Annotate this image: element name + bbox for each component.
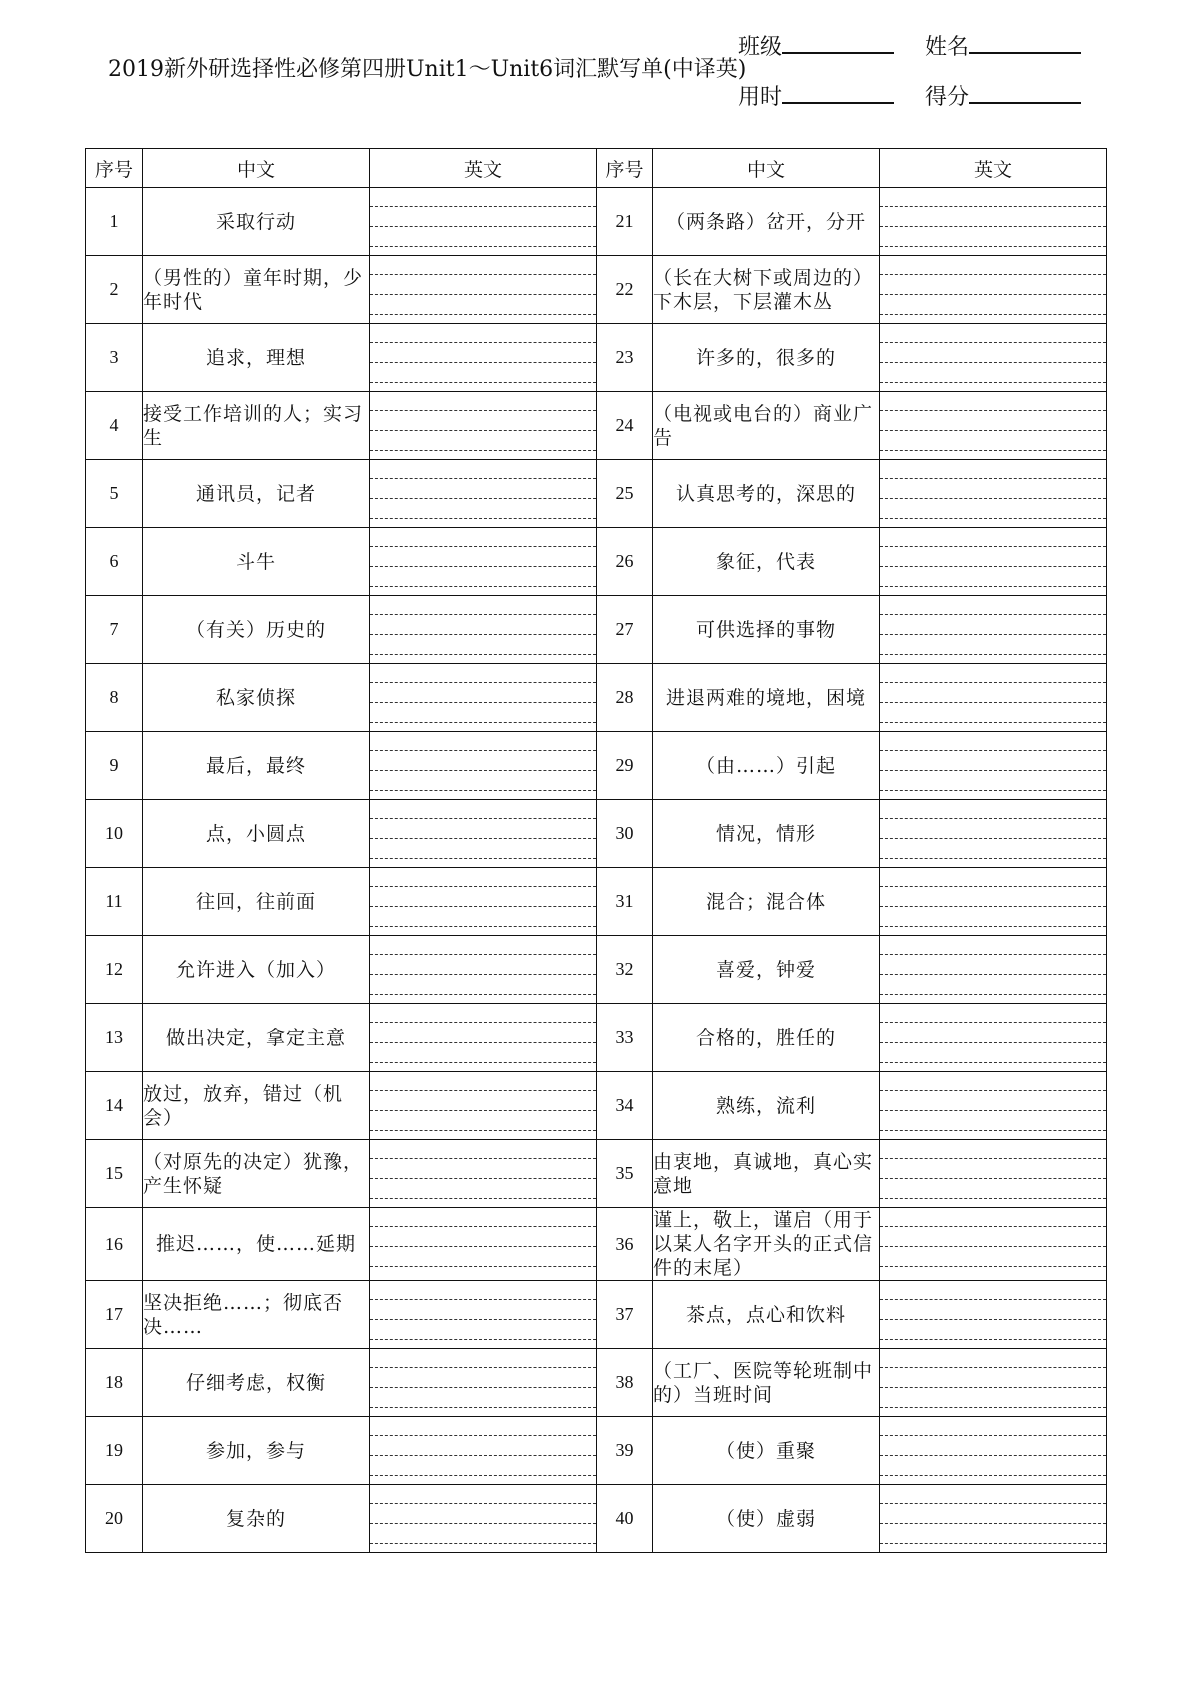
vocab-table <box>85 148 1107 1553</box>
answer-line <box>880 722 1106 723</box>
table-row <box>86 392 1107 460</box>
chinese-term: （工厂、医院等轮班制中的）当班时间 <box>653 1349 880 1417</box>
header-number: 序号 <box>86 149 143 188</box>
answer-line <box>370 654 596 655</box>
answer-line <box>880 362 1106 363</box>
answer-line <box>880 750 1106 751</box>
chinese-term: 谨上，敬上，谨启（用于以某人名字开头的正式信件的末尾） <box>653 1208 880 1281</box>
answer-line <box>370 498 596 499</box>
answer-line <box>880 906 1106 907</box>
item-number: 17 <box>86 1281 143 1349</box>
answer-line <box>880 226 1106 227</box>
english-answer-cell[interactable] <box>880 528 1107 596</box>
table-row <box>86 188 1107 256</box>
english-answer-cell[interactable] <box>880 1349 1107 1417</box>
item-number: 36 <box>597 1208 653 1281</box>
answer-line <box>370 294 596 295</box>
table-row <box>86 324 1107 392</box>
answer-line <box>370 926 596 927</box>
item-number: 35 <box>597 1140 653 1208</box>
chinese-term: 情况，情形 <box>653 800 880 868</box>
answer-line <box>880 1110 1106 1111</box>
answer-line <box>370 1022 596 1023</box>
answer-line <box>880 450 1106 451</box>
chinese-term: 允许进入（加入） <box>143 936 370 1004</box>
answer-line <box>370 382 596 383</box>
item-number: 27 <box>597 596 653 664</box>
english-answer-cell[interactable] <box>370 528 597 596</box>
item-number: 18 <box>86 1349 143 1417</box>
answer-line <box>370 410 596 411</box>
chinese-term: （使）重聚 <box>653 1417 880 1485</box>
answer-line <box>370 274 596 275</box>
english-answer-cell[interactable] <box>880 868 1107 936</box>
answer-line <box>880 926 1106 927</box>
header-number: 序号 <box>597 149 653 188</box>
answer-line <box>880 702 1106 703</box>
english-answer-cell[interactable] <box>880 188 1107 256</box>
answer-line <box>370 1523 596 1524</box>
answer-line <box>370 790 596 791</box>
chinese-term: （使）虚弱 <box>653 1485 880 1553</box>
answer-line <box>370 906 596 907</box>
answer-line <box>880 858 1106 859</box>
answer-line <box>370 974 596 975</box>
english-answer-cell[interactable] <box>880 732 1107 800</box>
answer-line <box>880 1062 1106 1063</box>
answer-line <box>370 226 596 227</box>
answer-line <box>370 546 596 547</box>
item-number: 30 <box>597 800 653 868</box>
answer-line <box>880 1130 1106 1131</box>
answer-line <box>370 518 596 519</box>
answer-line <box>370 1198 596 1199</box>
english-answer-cell[interactable] <box>880 1072 1107 1140</box>
chinese-term: 象征，代表 <box>653 528 880 596</box>
item-number: 1 <box>86 188 143 256</box>
answer-line <box>880 206 1106 207</box>
chinese-term: 私家侦探 <box>143 664 370 732</box>
time-field <box>738 80 894 111</box>
answer-line <box>370 478 596 479</box>
chinese-term: （男性的）童年时期，少年时代 <box>143 256 370 324</box>
item-number: 24 <box>597 392 653 460</box>
answer-line <box>880 498 1106 499</box>
score-field <box>925 80 1081 111</box>
answer-line <box>370 362 596 363</box>
answer-line <box>370 858 596 859</box>
item-number: 38 <box>597 1349 653 1417</box>
answer-line <box>880 1367 1106 1368</box>
english-answer-cell[interactable] <box>880 460 1107 528</box>
item-number: 33 <box>597 1004 653 1072</box>
english-answer-cell[interactable] <box>370 664 597 732</box>
item-number: 37 <box>597 1281 653 1349</box>
answer-line <box>370 1387 596 1388</box>
english-answer-cell[interactable] <box>880 256 1107 324</box>
chinese-term: 点，小圆点 <box>143 800 370 868</box>
answer-line <box>880 410 1106 411</box>
item-number: 19 <box>86 1417 143 1485</box>
answer-line <box>880 546 1106 547</box>
chinese-term: 做出决定，拿定主意 <box>143 1004 370 1072</box>
item-number: 32 <box>597 936 653 1004</box>
answer-line <box>370 1339 596 1340</box>
answer-line <box>370 1475 596 1476</box>
answer-line <box>370 1435 596 1436</box>
item-number: 3 <box>86 324 143 392</box>
item-number: 31 <box>597 868 653 936</box>
english-answer-cell[interactable] <box>370 1485 597 1553</box>
english-answer-cell[interactable] <box>370 1349 597 1417</box>
answer-line <box>880 1407 1106 1408</box>
answer-line <box>370 614 596 615</box>
answer-line <box>370 1455 596 1456</box>
answer-line <box>370 1178 596 1179</box>
answer-line <box>880 1266 1106 1267</box>
answer-line <box>880 1158 1106 1159</box>
answer-line <box>880 1319 1106 1320</box>
answer-line <box>370 1042 596 1043</box>
english-answer-cell[interactable] <box>370 1072 597 1140</box>
answer-line <box>880 974 1106 975</box>
item-number: 40 <box>597 1485 653 1553</box>
score-blank[interactable] <box>969 82 1081 104</box>
item-number: 12 <box>86 936 143 1004</box>
class-blank[interactable] <box>782 32 894 54</box>
answer-line <box>880 1042 1106 1043</box>
item-number: 23 <box>597 324 653 392</box>
item-number: 22 <box>597 256 653 324</box>
item-number: 26 <box>597 528 653 596</box>
answer-line <box>370 1130 596 1131</box>
answer-line <box>370 682 596 683</box>
english-answer-cell[interactable] <box>370 460 597 528</box>
answer-line <box>370 954 596 955</box>
class-field <box>738 30 894 61</box>
chinese-term: 熟练，流利 <box>653 1072 880 1140</box>
answer-line <box>880 1503 1106 1504</box>
chinese-term: 由衷地，真诚地，真心实意地 <box>653 1140 880 1208</box>
table-row <box>86 1140 1107 1208</box>
header-english: 英文 <box>880 149 1107 188</box>
answer-line <box>880 274 1106 275</box>
chinese-term: 认真思考的，深思的 <box>653 460 880 528</box>
english-answer-cell[interactable] <box>880 1485 1107 1553</box>
english-answer-cell[interactable] <box>370 1281 597 1349</box>
chinese-term: 接受工作培训的人；实习生 <box>143 392 370 460</box>
chinese-term: （有关）历史的 <box>143 596 370 664</box>
english-answer-cell[interactable] <box>880 664 1107 732</box>
time-blank[interactable] <box>782 82 894 104</box>
answer-line <box>370 342 596 343</box>
item-number: 11 <box>86 868 143 936</box>
chinese-term: 喜爱，钟爱 <box>653 936 880 1004</box>
answer-line <box>880 654 1106 655</box>
answer-line <box>880 314 1106 315</box>
score-label: 得分 <box>925 85 970 110</box>
answer-line <box>880 1543 1106 1544</box>
answer-line <box>880 682 1106 683</box>
answer-line <box>880 1455 1106 1456</box>
answer-line <box>370 1246 596 1247</box>
item-number: 39 <box>597 1417 653 1485</box>
answer-line <box>880 1299 1106 1300</box>
name-blank[interactable] <box>969 32 1081 54</box>
english-answer-cell[interactable] <box>370 1417 597 1485</box>
chinese-term: 混合；混合体 <box>653 868 880 936</box>
answer-line <box>880 838 1106 839</box>
item-number: 16 <box>86 1208 143 1281</box>
answer-line <box>370 1407 596 1408</box>
name-label: 姓名 <box>925 35 970 60</box>
answer-line <box>370 1062 596 1063</box>
answer-line <box>370 586 596 587</box>
chinese-term: 推迟……，使……延期 <box>143 1208 370 1281</box>
answer-line <box>880 994 1106 995</box>
english-answer-cell[interactable] <box>370 392 597 460</box>
answer-line <box>880 1246 1106 1247</box>
english-answer-cell[interactable] <box>370 1208 597 1281</box>
answer-line <box>370 722 596 723</box>
item-number: 25 <box>597 460 653 528</box>
time-label: 用时 <box>738 85 783 110</box>
table-row <box>86 528 1107 596</box>
english-answer-cell[interactable] <box>370 732 597 800</box>
chinese-term: 坚决拒绝……；彻底否决…… <box>143 1281 370 1349</box>
english-answer-cell[interactable] <box>880 324 1107 392</box>
answer-line <box>370 206 596 207</box>
answer-line <box>880 586 1106 587</box>
english-answer-cell[interactable] <box>370 1004 597 1072</box>
item-number: 34 <box>597 1072 653 1140</box>
header-chinese: 中文 <box>653 149 880 188</box>
table-row <box>86 460 1107 528</box>
english-answer-cell[interactable] <box>880 1281 1107 1349</box>
answer-line <box>370 566 596 567</box>
english-answer-cell[interactable] <box>880 1140 1107 1208</box>
english-answer-cell[interactable] <box>880 800 1107 868</box>
answer-line <box>880 1475 1106 1476</box>
table-row <box>86 800 1107 868</box>
answer-line <box>880 430 1106 431</box>
answer-line <box>370 450 596 451</box>
answer-line <box>370 1110 596 1111</box>
chinese-term: 仔细考虑，权衡 <box>143 1349 370 1417</box>
answer-line <box>370 634 596 635</box>
chinese-term: （两条路）岔开，分开 <box>653 188 880 256</box>
item-number: 21 <box>597 188 653 256</box>
chinese-term: 斗牛 <box>143 528 370 596</box>
answer-line <box>880 1090 1106 1091</box>
table-row <box>86 1208 1107 1281</box>
answer-line <box>880 1178 1106 1179</box>
english-answer-cell[interactable] <box>370 596 597 664</box>
answer-line <box>370 1503 596 1504</box>
chinese-term: 合格的，胜任的 <box>653 1004 880 1072</box>
answer-line <box>370 1266 596 1267</box>
answer-line <box>880 1226 1106 1227</box>
item-number: 7 <box>86 596 143 664</box>
answer-line <box>880 382 1106 383</box>
header-english: 英文 <box>370 149 597 188</box>
item-number: 28 <box>597 664 653 732</box>
item-number: 6 <box>86 528 143 596</box>
chinese-term: 往回，往前面 <box>143 868 370 936</box>
chinese-term: 追求，理想 <box>143 324 370 392</box>
table-header-row <box>86 149 1107 188</box>
item-number: 29 <box>597 732 653 800</box>
table-row <box>86 1072 1107 1140</box>
answer-line <box>370 750 596 751</box>
chinese-term: 可供选择的事物 <box>653 596 880 664</box>
answer-line <box>880 770 1106 771</box>
answer-line <box>880 1387 1106 1388</box>
item-number: 8 <box>86 664 143 732</box>
english-answer-cell[interactable] <box>370 1140 597 1208</box>
english-answer-cell[interactable] <box>880 1417 1107 1485</box>
answer-line <box>880 1523 1106 1524</box>
header-chinese: 中文 <box>143 149 370 188</box>
answer-line <box>880 1022 1106 1023</box>
table-row <box>86 1417 1107 1485</box>
answer-line <box>370 1367 596 1368</box>
chinese-term: 许多的，很多的 <box>653 324 880 392</box>
table-row <box>86 868 1107 936</box>
answer-line <box>880 886 1106 887</box>
chinese-term: 复杂的 <box>143 1485 370 1553</box>
table-row <box>86 664 1107 732</box>
answer-line <box>880 518 1106 519</box>
answer-line <box>370 770 596 771</box>
chinese-term: 最后，最终 <box>143 732 370 800</box>
answer-line <box>370 1543 596 1544</box>
chinese-term: 茶点，点心和饮料 <box>653 1281 880 1349</box>
table-row <box>86 1349 1107 1417</box>
item-number: 20 <box>86 1485 143 1553</box>
answer-line <box>880 294 1106 295</box>
item-number: 15 <box>86 1140 143 1208</box>
english-answer-cell[interactable] <box>370 256 597 324</box>
answer-line <box>370 994 596 995</box>
answer-line <box>370 886 596 887</box>
item-number: 5 <box>86 460 143 528</box>
item-number: 10 <box>86 800 143 868</box>
english-answer-cell[interactable] <box>880 392 1107 460</box>
answer-line <box>370 838 596 839</box>
chinese-term: （长在大树下或周边的）下木层，下层灌木丛 <box>653 256 880 324</box>
english-answer-cell[interactable] <box>880 596 1107 664</box>
answer-line <box>880 1198 1106 1199</box>
chinese-term: 放过，放弃，错过（机会） <box>143 1072 370 1140</box>
english-answer-cell[interactable] <box>880 936 1107 1004</box>
chinese-term: 参加，参与 <box>143 1417 370 1485</box>
item-number: 14 <box>86 1072 143 1140</box>
answer-line <box>880 1435 1106 1436</box>
chinese-term: 进退两难的境地，困境 <box>653 664 880 732</box>
table-row <box>86 596 1107 664</box>
table-row <box>86 732 1107 800</box>
table-row <box>86 1485 1107 1553</box>
chinese-term: 采取行动 <box>143 188 370 256</box>
english-answer-cell[interactable] <box>370 188 597 256</box>
english-answer-cell[interactable] <box>880 1208 1107 1281</box>
answer-line <box>880 634 1106 635</box>
answer-line <box>880 478 1106 479</box>
chinese-term: （由……）引起 <box>653 732 880 800</box>
chinese-term: 通讯员，记者 <box>143 460 370 528</box>
english-answer-cell[interactable] <box>880 1004 1107 1072</box>
english-answer-cell[interactable] <box>370 936 597 1004</box>
answer-line <box>370 246 596 247</box>
english-answer-cell[interactable] <box>370 800 597 868</box>
answer-line <box>880 566 1106 567</box>
page-title: 2019新外研选择性必修第四册Unit1～Unit6词汇默写单(中译英) <box>108 57 747 82</box>
answer-line <box>880 342 1106 343</box>
table-row <box>86 936 1107 1004</box>
answer-line <box>370 430 596 431</box>
answer-line <box>370 1090 596 1091</box>
chinese-term: （对原先的决定）犹豫，产生怀疑 <box>143 1140 370 1208</box>
answer-line <box>370 1299 596 1300</box>
table-row <box>86 1281 1107 1349</box>
answer-line <box>370 314 596 315</box>
answer-line <box>880 818 1106 819</box>
answer-line <box>880 954 1106 955</box>
answer-line <box>880 246 1106 247</box>
answer-line <box>370 818 596 819</box>
answer-line <box>370 1319 596 1320</box>
chinese-term: （电视或电台的）商业广告 <box>653 392 880 460</box>
answer-line <box>370 702 596 703</box>
item-number: 13 <box>86 1004 143 1072</box>
answer-line <box>880 614 1106 615</box>
english-answer-cell[interactable] <box>370 868 597 936</box>
table-row <box>86 1004 1107 1072</box>
answer-line <box>370 1158 596 1159</box>
answer-line <box>880 790 1106 791</box>
item-number: 4 <box>86 392 143 460</box>
english-answer-cell[interactable] <box>370 324 597 392</box>
answer-line <box>880 1339 1106 1340</box>
class-label: 班级 <box>738 35 783 60</box>
item-number: 9 <box>86 732 143 800</box>
item-number: 2 <box>86 256 143 324</box>
name-field <box>925 30 1081 61</box>
answer-line <box>370 1226 596 1227</box>
table-row <box>86 256 1107 324</box>
